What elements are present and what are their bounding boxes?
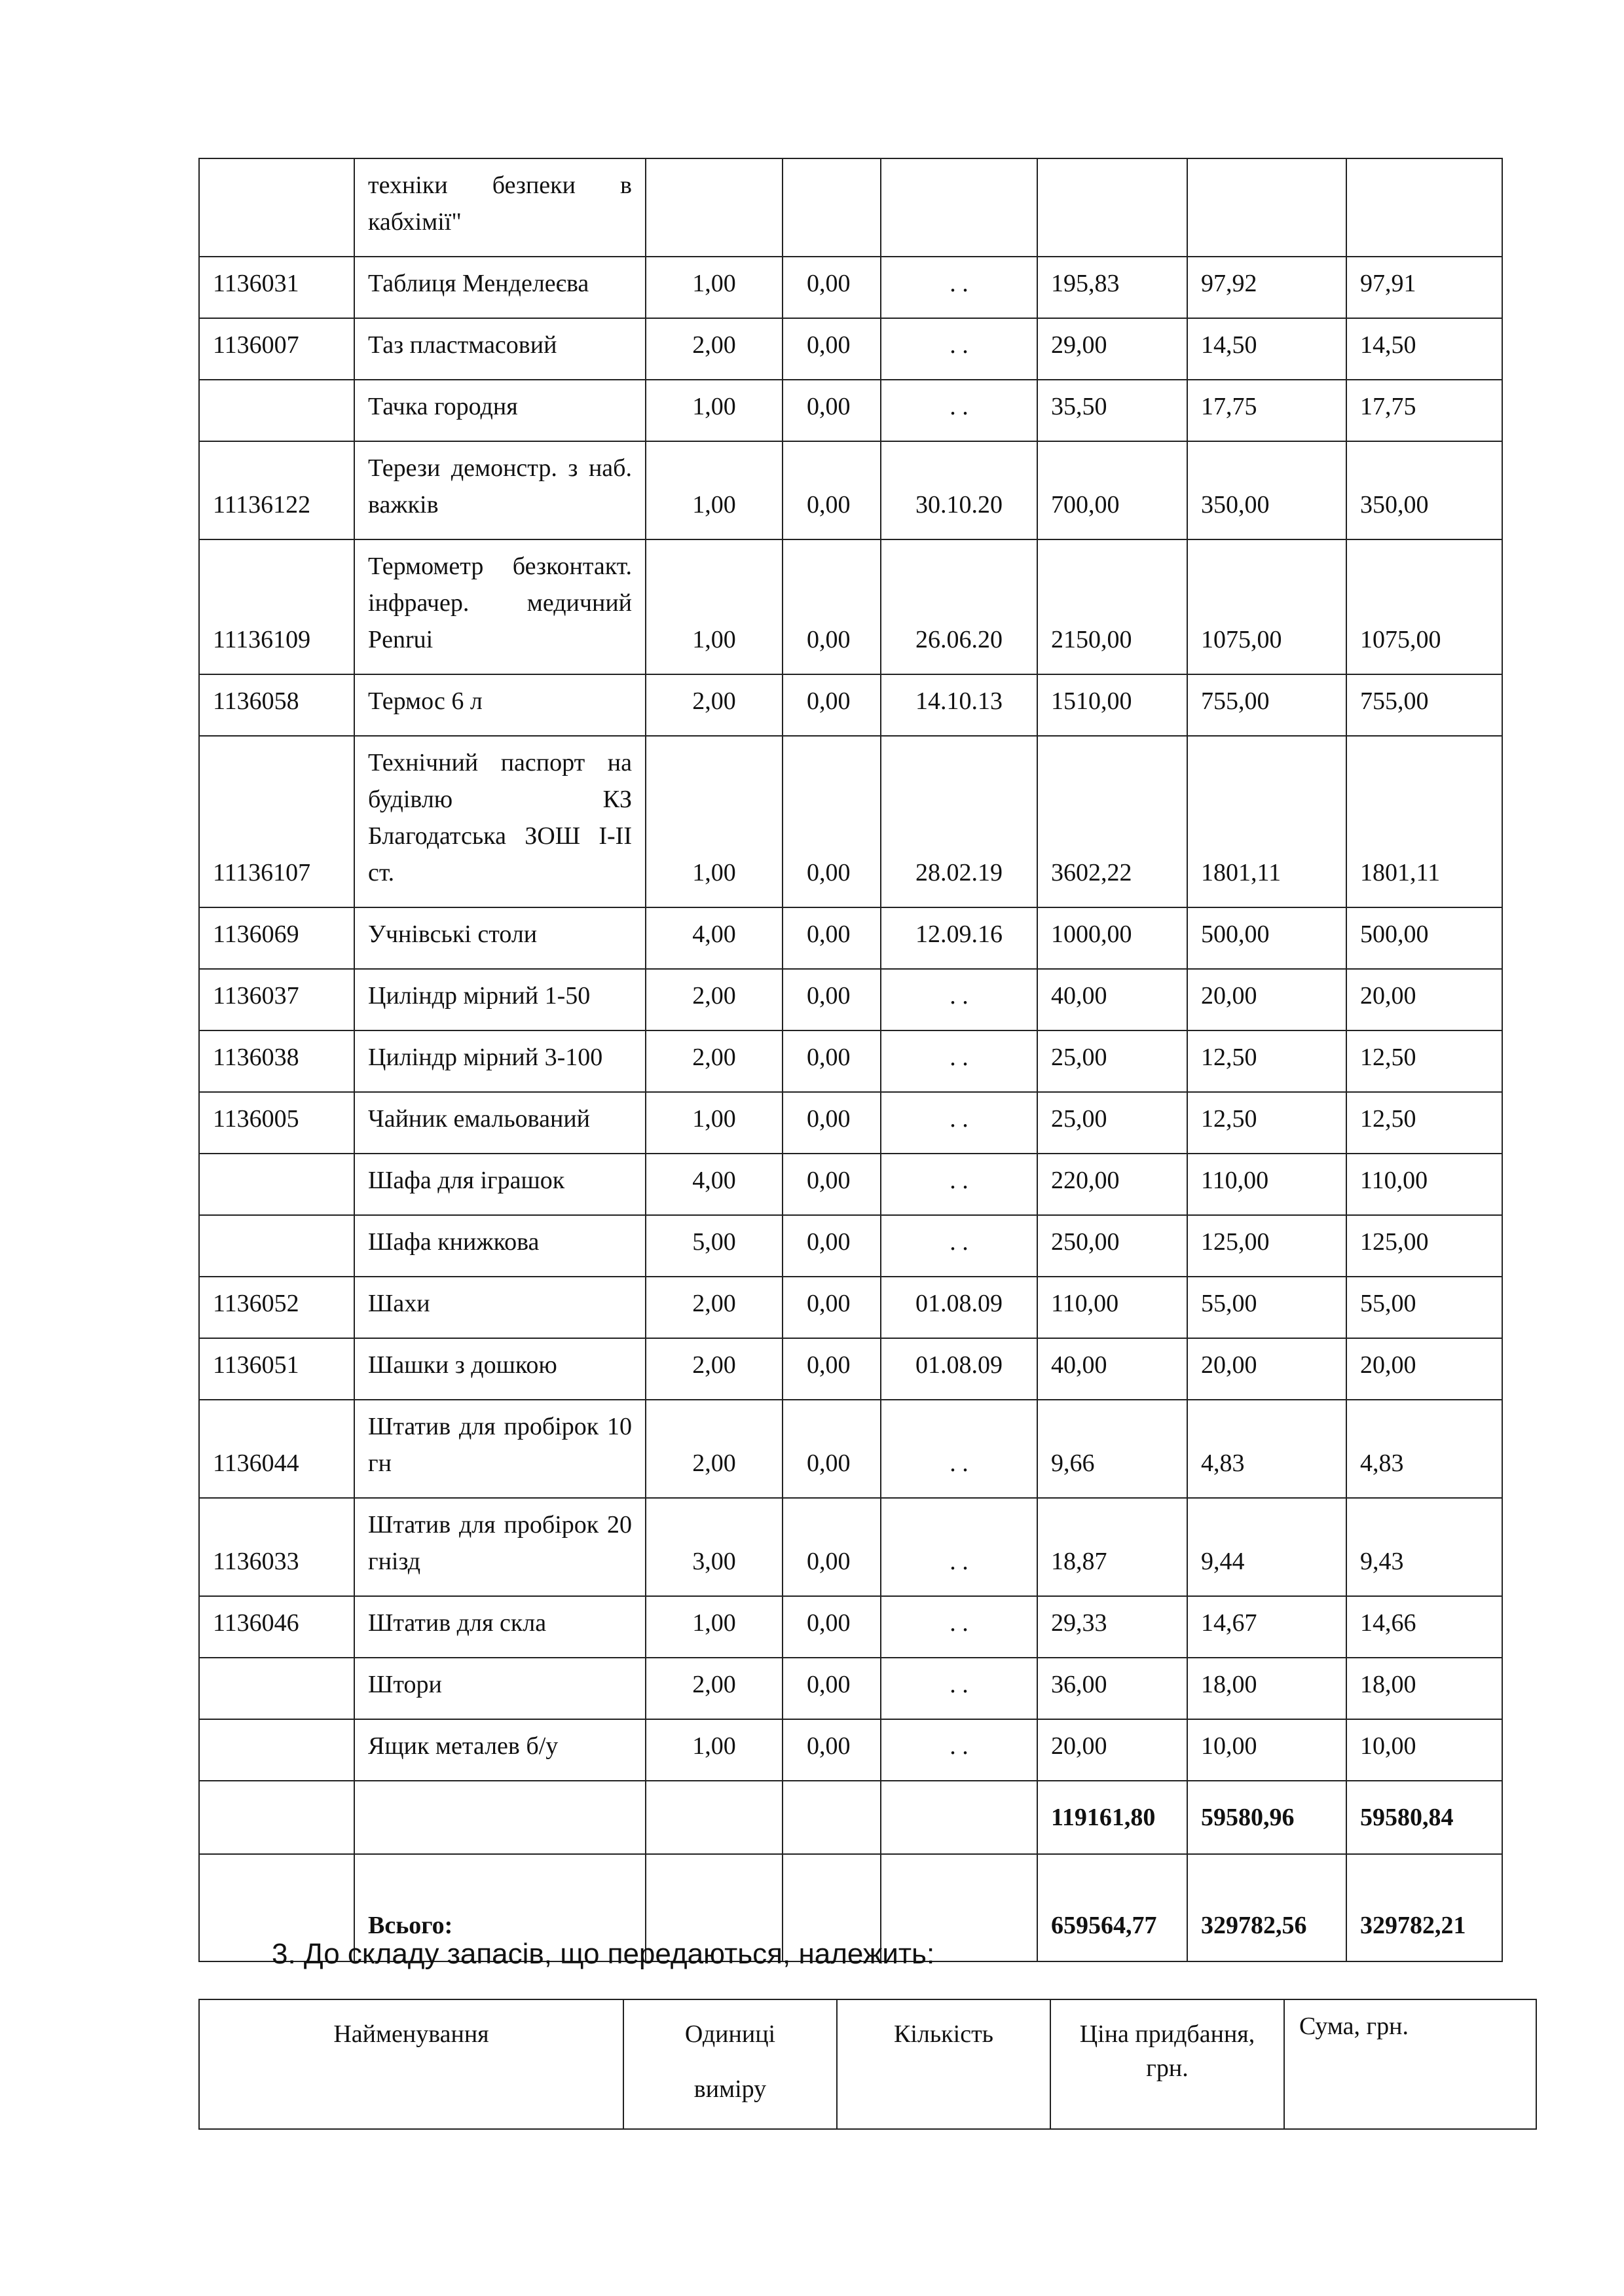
cell-v3: 20,00 xyxy=(1346,1338,1502,1400)
cell-v1: 1510,00 xyxy=(1037,674,1187,736)
cell-v1: 2150,00 xyxy=(1037,539,1187,674)
cell-c4: 0,00 xyxy=(783,736,881,907)
header-price: Ціна придбання, грн. xyxy=(1050,1999,1284,2129)
cell-v1: 25,00 xyxy=(1037,1030,1187,1092)
cell-c4: 0,00 xyxy=(783,257,881,318)
table-row xyxy=(199,1338,1502,1400)
cell-qty: 1,00 xyxy=(646,1596,783,1658)
subtotal-value-2: 59580,96 xyxy=(1187,1781,1346,1854)
cell-code: 1136037 xyxy=(199,969,354,1030)
cell-c4: 0,00 xyxy=(783,907,881,969)
table-row xyxy=(199,1400,1502,1498)
cell-v3: 350,00 xyxy=(1346,441,1502,539)
table-row xyxy=(199,907,1502,969)
cell-v3: 110,00 xyxy=(1346,1154,1502,1215)
table-row xyxy=(199,158,1502,257)
cell-date: 14.10.13 xyxy=(881,674,1037,736)
table-row xyxy=(199,736,1502,907)
table-row xyxy=(199,1498,1502,1596)
cell-c4: 0,00 xyxy=(783,1215,881,1277)
cell-v3: 97,91 xyxy=(1346,257,1502,318)
cell-code: 11136122 xyxy=(199,441,354,539)
table-row xyxy=(199,1719,1502,1781)
cell-c4: 0,00 xyxy=(783,318,881,380)
cell-v1: 250,00 xyxy=(1037,1215,1187,1277)
cell-v2: 12,50 xyxy=(1187,1030,1346,1092)
header-name: Найменування xyxy=(199,1999,623,2129)
cell-code xyxy=(199,1658,354,1719)
cell-name: Штатив для скла xyxy=(354,1596,646,1658)
table-row xyxy=(199,257,1502,318)
cell-c4: 0,00 xyxy=(783,1719,881,1781)
cell-c4 xyxy=(783,158,881,257)
cell-name: Шафа книжкова xyxy=(354,1215,646,1277)
cell-qty: 2,00 xyxy=(646,674,783,736)
cell-date: 01.08.09 xyxy=(881,1338,1037,1400)
cell-name: техніки безпеки в кабхімії" xyxy=(354,158,646,257)
cell-v1: 18,87 xyxy=(1037,1498,1187,1596)
cell-qty: 1,00 xyxy=(646,1092,783,1154)
cell-v2: 1075,00 xyxy=(1187,539,1346,674)
cell-name: Тачка городня xyxy=(354,380,646,441)
cell-v2: 9,44 xyxy=(1187,1498,1346,1596)
total-value-3: 329782,21 xyxy=(1346,1854,1502,1961)
cell-c4: 0,00 xyxy=(783,969,881,1030)
cell-v2: 17,75 xyxy=(1187,380,1346,441)
table-row xyxy=(199,1030,1502,1092)
total-label: Всього: xyxy=(354,1854,646,1961)
cell-v2: 20,00 xyxy=(1187,1338,1346,1400)
cell-name: Штатив для пробірок 10 гн xyxy=(354,1400,646,1498)
cell-v3: 55,00 xyxy=(1346,1277,1502,1338)
total-value-2: 329782,56 xyxy=(1187,1854,1346,1961)
cell-code: 1136046 xyxy=(199,1596,354,1658)
cell-date xyxy=(881,158,1037,257)
cell-v3: 14,66 xyxy=(1346,1596,1502,1658)
subtotal-row xyxy=(199,1781,1502,1854)
cell-name: Термос 6 л xyxy=(354,674,646,736)
cell-name: Шашки з дошкою xyxy=(354,1338,646,1400)
cell-qty: 2,00 xyxy=(646,1400,783,1498)
cell-date: . . xyxy=(881,318,1037,380)
cell-code: 1136069 xyxy=(199,907,354,969)
cell-v2: 1801,11 xyxy=(1187,736,1346,907)
cell-code: 1136031 xyxy=(199,257,354,318)
table-row xyxy=(199,1154,1502,1215)
cell-v3: 1801,11 xyxy=(1346,736,1502,907)
cell-code: 1136038 xyxy=(199,1030,354,1092)
cell-name: Штори xyxy=(354,1658,646,1719)
cell-code: 1136051 xyxy=(199,1338,354,1400)
cell-c4: 0,00 xyxy=(783,1658,881,1719)
cell-date: . . xyxy=(881,1719,1037,1781)
cell-v3: 12,50 xyxy=(1346,1030,1502,1092)
cell-v2: 4,83 xyxy=(1187,1400,1346,1498)
table-row xyxy=(199,969,1502,1030)
cell-qty: 2,00 xyxy=(646,1277,783,1338)
header-qty: Кількість xyxy=(837,1999,1050,2129)
table-row xyxy=(199,1092,1502,1154)
cell-qty: 4,00 xyxy=(646,907,783,969)
cell-name: Штатив для пробірок 20 гнізд xyxy=(354,1498,646,1596)
cell-name: Циліндр мірний 1-50 xyxy=(354,969,646,1030)
cell-v2 xyxy=(1187,158,1346,257)
cell-v1: 29,00 xyxy=(1037,318,1187,380)
cell-c4: 0,00 xyxy=(783,1498,881,1596)
cell-v3: 4,83 xyxy=(1346,1400,1502,1498)
cell-code: 1136007 xyxy=(199,318,354,380)
cell-v2: 18,00 xyxy=(1187,1658,1346,1719)
cell-code: 1136033 xyxy=(199,1498,354,1596)
cell-date: 28.02.19 xyxy=(881,736,1037,907)
cell-qty: 1,00 xyxy=(646,441,783,539)
total-value-1: 659564,77 xyxy=(1037,1854,1187,1961)
cell-code: 1136044 xyxy=(199,1400,354,1498)
cell-v3: 755,00 xyxy=(1346,674,1502,736)
cell-v3: 18,00 xyxy=(1346,1658,1502,1719)
cell-date: 30.10.20 xyxy=(881,441,1037,539)
cell-c4: 0,00 xyxy=(783,1092,881,1154)
table-row xyxy=(199,380,1502,441)
cell-date: . . xyxy=(881,1030,1037,1092)
cell-qty: 1,00 xyxy=(646,380,783,441)
cell-name: Терези демонстр. з наб. важків xyxy=(354,441,646,539)
cell-c4: 0,00 xyxy=(783,1154,881,1215)
cell-code: 11136109 xyxy=(199,539,354,674)
cell-c4: 0,00 xyxy=(783,1338,881,1400)
cell-qty: 1,00 xyxy=(646,736,783,907)
cell-qty: 1,00 xyxy=(646,1719,783,1781)
cell-v3 xyxy=(1346,158,1502,257)
cell-date: 26.06.20 xyxy=(881,539,1037,674)
table-row xyxy=(199,1215,1502,1277)
cell-name: Ящик металев б/у xyxy=(354,1719,646,1781)
cell-v3: 14,50 xyxy=(1346,318,1502,380)
cell-v2: 97,92 xyxy=(1187,257,1346,318)
cell-date: . . xyxy=(881,1215,1037,1277)
assets-table xyxy=(198,158,1503,1962)
table-row xyxy=(199,674,1502,736)
cell-v2: 14,50 xyxy=(1187,318,1346,380)
cell-v2: 755,00 xyxy=(1187,674,1346,736)
cell-qty: 2,00 xyxy=(646,1658,783,1719)
stock-table xyxy=(198,1999,1537,2130)
cell-date: . . xyxy=(881,1092,1037,1154)
header-sum: Сума, грн. xyxy=(1284,1999,1536,2129)
cell-code: 1136052 xyxy=(199,1277,354,1338)
cell-qty: 1,00 xyxy=(646,257,783,318)
cell-c4: 0,00 xyxy=(783,1400,881,1498)
cell-v1: 35,50 xyxy=(1037,380,1187,441)
subtotal-value-3: 59580,84 xyxy=(1346,1781,1502,1854)
header-unit-line2: виміру xyxy=(693,2075,767,2103)
cell-qty: 1,00 xyxy=(646,539,783,674)
cell-v2: 125,00 xyxy=(1187,1215,1346,1277)
cell-date: . . xyxy=(881,1400,1037,1498)
cell-v1: 110,00 xyxy=(1037,1277,1187,1338)
subtotal-value-1: 119161,80 xyxy=(1037,1781,1187,1854)
cell-date: . . xyxy=(881,1498,1037,1596)
cell-name: Термометр безконтакт. інфрачер. медичний Penrui xyxy=(354,539,646,674)
cell-name: Таблиця Менделеєва xyxy=(354,257,646,318)
cell-c4: 0,00 xyxy=(783,441,881,539)
cell-date: . . xyxy=(881,257,1037,318)
cell-v2: 350,00 xyxy=(1187,441,1346,539)
cell-date: . . xyxy=(881,380,1037,441)
cell-qty xyxy=(646,158,783,257)
stock-table-header xyxy=(199,1999,1536,2129)
cell-v3: 9,43 xyxy=(1346,1498,1502,1596)
header-unit xyxy=(623,1999,837,2129)
cell-c4: 0,00 xyxy=(783,674,881,736)
cell-qty: 2,00 xyxy=(646,969,783,1030)
cell-code: 1136058 xyxy=(199,674,354,736)
cell-v1: 40,00 xyxy=(1037,1338,1187,1400)
cell-date: . . xyxy=(881,969,1037,1030)
cell-code xyxy=(199,1215,354,1277)
cell-v1: 20,00 xyxy=(1037,1719,1187,1781)
cell-code xyxy=(199,1719,354,1781)
cell-name: Шахи xyxy=(354,1277,646,1338)
cell-date: 01.08.09 xyxy=(881,1277,1037,1338)
cell-v1: 9,66 xyxy=(1037,1400,1187,1498)
cell-qty: 3,00 xyxy=(646,1498,783,1596)
cell-v3: 17,75 xyxy=(1346,380,1502,441)
cell-date: . . xyxy=(881,1154,1037,1215)
cell-v3: 500,00 xyxy=(1346,907,1502,969)
table-row xyxy=(199,441,1502,539)
cell-name: Таз пластмасовий xyxy=(354,318,646,380)
table-row xyxy=(199,1277,1502,1338)
table-row xyxy=(199,539,1502,674)
cell-v1: 220,00 xyxy=(1037,1154,1187,1215)
cell-date: 12.09.16 xyxy=(881,907,1037,969)
cell-v1: 40,00 xyxy=(1037,969,1187,1030)
cell-c4: 0,00 xyxy=(783,1277,881,1338)
cell-v3: 20,00 xyxy=(1346,969,1502,1030)
cell-code: 1136005 xyxy=(199,1092,354,1154)
cell-v2: 14,67 xyxy=(1187,1596,1346,1658)
cell-v2: 110,00 xyxy=(1187,1154,1346,1215)
cell-qty: 4,00 xyxy=(646,1154,783,1215)
cell-date: . . xyxy=(881,1596,1037,1658)
cell-name: Шафа для іграшок xyxy=(354,1154,646,1215)
cell-name: Чайник емальований xyxy=(354,1092,646,1154)
cell-name: Учнівські столи xyxy=(354,907,646,969)
cell-v2: 12,50 xyxy=(1187,1092,1346,1154)
cell-name: Технічний паспорт на будівлю КЗ Благодатська ЗОШ І-ІІ ст. xyxy=(354,736,646,907)
cell-v1: 1000,00 xyxy=(1037,907,1187,969)
cell-date: . . xyxy=(881,1658,1037,1719)
cell-code xyxy=(199,380,354,441)
cell-c4: 0,00 xyxy=(783,1596,881,1658)
cell-v1: 3602,22 xyxy=(1037,736,1187,907)
table-row xyxy=(199,318,1502,380)
cell-name: Циліндр мірний 3-100 xyxy=(354,1030,646,1092)
cell-v2: 500,00 xyxy=(1187,907,1346,969)
cell-c4: 0,00 xyxy=(783,539,881,674)
table-row xyxy=(199,1596,1502,1658)
cell-v1: 29,33 xyxy=(1037,1596,1187,1658)
section-heading: 3. До складу запасів, що передаються, належить: xyxy=(272,1938,935,1970)
cell-v1: 700,00 xyxy=(1037,441,1187,539)
cell-qty: 2,00 xyxy=(646,1030,783,1092)
cell-qty: 2,00 xyxy=(646,1338,783,1400)
cell-code: 11136107 xyxy=(199,736,354,907)
cell-v2: 20,00 xyxy=(1187,969,1346,1030)
table-row xyxy=(199,1658,1502,1719)
cell-v1 xyxy=(1037,158,1187,257)
header-unit-line1: Одиниці xyxy=(684,2020,776,2048)
cell-v3: 1075,00 xyxy=(1346,539,1502,674)
cell-v3: 125,00 xyxy=(1346,1215,1502,1277)
cell-c4: 0,00 xyxy=(783,380,881,441)
cell-v1: 195,83 xyxy=(1037,257,1187,318)
cell-code xyxy=(199,1154,354,1215)
cell-v1: 25,00 xyxy=(1037,1092,1187,1154)
cell-v3: 10,00 xyxy=(1346,1719,1502,1781)
cell-v2: 10,00 xyxy=(1187,1719,1346,1781)
cell-qty: 5,00 xyxy=(646,1215,783,1277)
cell-c4: 0,00 xyxy=(783,1030,881,1092)
cell-code xyxy=(199,158,354,257)
cell-v1: 36,00 xyxy=(1037,1658,1187,1719)
cell-v2: 55,00 xyxy=(1187,1277,1346,1338)
cell-v3: 12,50 xyxy=(1346,1092,1502,1154)
cell-qty: 2,00 xyxy=(646,318,783,380)
